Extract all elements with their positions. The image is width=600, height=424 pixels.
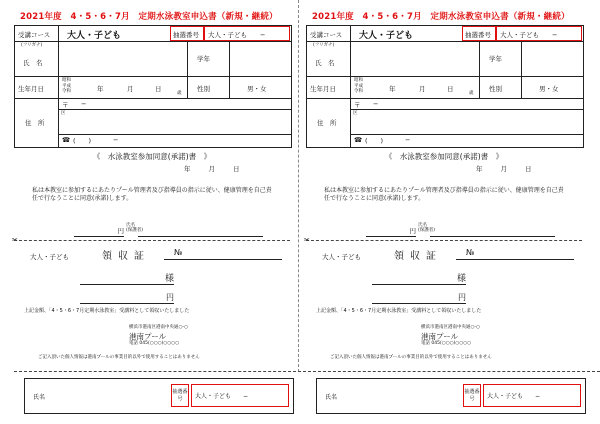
receipt-section: 大人・子ども 領収証 № 様 円 上記金額、「4・5・6・7月定期水泳教室」受講料として領収いたしました 横浜市港南区港南中央通○-○ 港南プール 電話 045(○○○)○○○○ (14, 240, 290, 362)
consent-yen: 円 (74, 226, 124, 237)
consent-section: 《 水泳教室参加同意(承諾)書 》 年月日 私は本教室に参加するにあたりプール管理者及び指導員の指示に従い、健康管理を自己責任で行なうことに同意(承諾)します。 円 氏名 (保護者) ✂ (14, 147, 290, 241)
form-title: 2021年度 4・5・6・7月 定期水泳教室申込書（新規・継続） (20, 12, 278, 22)
application-form-left (14, 8, 292, 364)
address-label: 住 所 (25, 119, 45, 127)
consent-section: 《 水泳教室参加同意(承諾)書 》 年月日 私は本教室に参加するにあたりプール管理者及び指導員の指示に従い、健康管理を自己責任で行なうことに同意(承諾)します。 円 氏名 (保護者) ✂ (306, 147, 582, 241)
scissors-icon: ✂ (12, 236, 18, 244)
consent-date: 年月日 (184, 165, 258, 173)
consent-text: 私は本教室に参加するにあたりプール管理者及び指導員の指示に従い、健康管理を自己責任で行なうことに同意(承諾)します。 (32, 187, 272, 202)
stub-left (24, 378, 294, 414)
consent-title: 《 水泳教室参加同意(承諾)書 》 (92, 152, 212, 161)
lottery-label: 抽選番号 (173, 31, 199, 39)
privacy-note-right: ご記入頂いた個人情報は港南プールの事業目的以外で使用することはありません (330, 355, 492, 360)
scissors-icon: ✂ (304, 236, 310, 244)
stub-lottery-label: 抽選番号 (171, 384, 189, 407)
gender-value: 男・女 (247, 85, 267, 93)
applicant-table: 受講コース 大人・子ども 抽選番号 大人・子ども − (フリガナ) 氏 名 学年 生年月日 昭和 平成 令和 年 月 日 歳 性別 男・女 住 所 〒 − 区 ☎ ( ) − (14, 25, 292, 148)
phone-icon: ☎ (62, 136, 71, 144)
cut-line-horizontal (14, 371, 600, 372)
stub-name-label: 氏名 (33, 394, 46, 401)
issuer-address: 横浜市港南区港南中央通○-○ 港南プール 電話 045(○○○)○○○○ (129, 325, 188, 346)
name-label: 氏 名 (23, 59, 43, 67)
receipt-note: 上記金額、「4・5・6・7月定期水泳教室」受講料として領収いたしました (24, 308, 190, 314)
era-heisei: 平成 (62, 83, 71, 89)
grade-label: 学年 (197, 55, 210, 63)
cut-line-vertical (298, 0, 299, 372)
course-label: 受講コース (18, 31, 51, 39)
lottery-value: 大人・子ども − (208, 31, 266, 39)
era-reiwa: 令和 (62, 89, 71, 94)
phone-icon: ☎ (354, 136, 363, 144)
receipt-section: 大人・子ども 領収証 № 様 円 上記金額、「4・5・6・7月定期水泳教室」受講料として領収いたしました 横浜市港南区港南中央通○-○ 港南プール 電話 045(○○○)○○○○ (306, 240, 582, 362)
gender-label: 性別 (197, 85, 210, 93)
stub-right: 氏名 抽選番号 大人・子ども − (316, 378, 586, 414)
form-title: 2021年度 4・5・6・7月 定期水泳教室申込書（新規・継続） (312, 12, 570, 22)
applicant-table: 受講コース 大人・子ども 抽選番号 大人・子ども − (フリガナ) 氏 名 学年 生年月日 昭和 平成 令和 年 月 日 歳 性別 男・女 住 所 〒 − 区 ☎ ( ) − (306, 25, 584, 148)
stub-lottery-value: 大人・子ども − (191, 384, 289, 407)
birth-label: 生年月日 (18, 85, 44, 93)
era-showa: 昭和 (62, 78, 71, 83)
furigana-label: (フリガナ) (21, 43, 43, 48)
privacy-note-left: ご記入頂いた個人情報は港南プールの事業目的以外で使用することはありません (38, 355, 200, 360)
receipt-title: 領収証 (102, 251, 150, 262)
application-form-right (306, 8, 584, 364)
guardian-signature-line (138, 236, 263, 237)
course-value: 大人・子ども (67, 31, 122, 41)
